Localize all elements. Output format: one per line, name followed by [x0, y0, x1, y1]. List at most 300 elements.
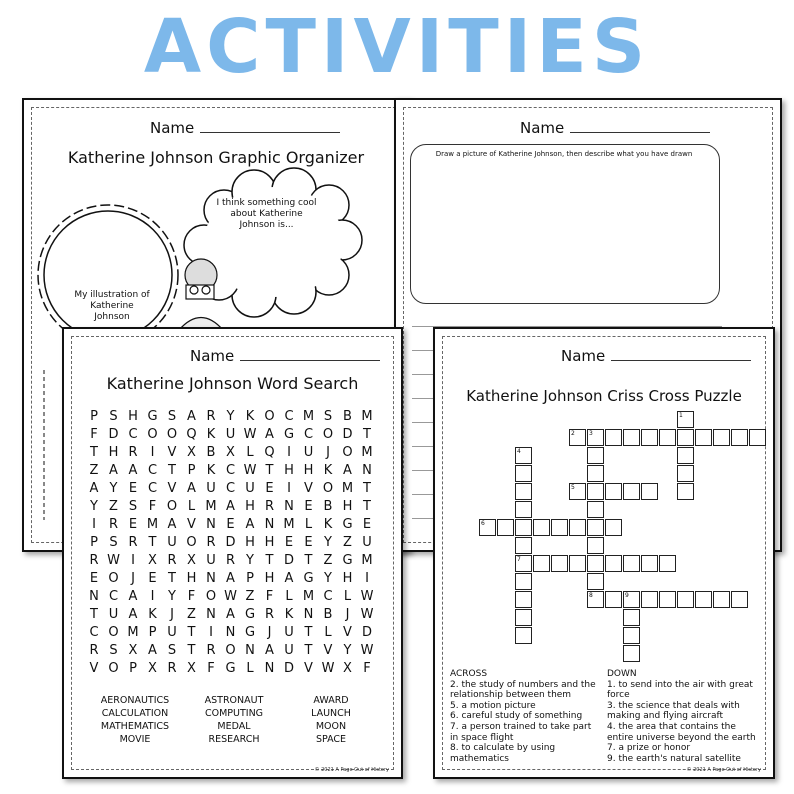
crossword-cell[interactable]	[749, 429, 766, 446]
grid-letter[interactable]: I	[150, 445, 155, 460]
crossword-cell[interactable]	[623, 483, 640, 500]
grid-letter[interactable]: A	[89, 481, 99, 496]
crossword-cell[interactable]	[587, 483, 604, 500]
grid-letter[interactable]: A	[128, 589, 138, 604]
grid-letter[interactable]: M	[361, 553, 373, 568]
grid-letter[interactable]: X	[148, 661, 157, 676]
grid-letter[interactable]: G	[244, 625, 256, 640]
crossword-cell[interactable]	[677, 429, 694, 446]
grid-letter[interactable]: M	[205, 499, 217, 514]
grid-letter[interactable]: O	[322, 481, 334, 496]
grid-letter[interactable]: M	[146, 517, 159, 532]
crossword-cell[interactable]	[641, 483, 658, 500]
grid-letter[interactable]: U	[167, 535, 177, 550]
grid-letter[interactable]: O	[108, 571, 119, 586]
grid-letter[interactable]: P	[90, 409, 98, 424]
grid-letter[interactable]: H	[264, 571, 275, 586]
crossword-cell[interactable]	[641, 591, 658, 608]
crossword-cell[interactable]	[731, 591, 748, 608]
crossword-cell[interactable]	[551, 519, 568, 536]
grid-letter[interactable]: N	[362, 463, 372, 478]
grid-letter[interactable]: A	[265, 427, 274, 442]
grid-letter[interactable]: I	[209, 625, 213, 640]
grid-letter[interactable]: U	[206, 553, 216, 568]
grid-letter[interactable]: Y	[343, 643, 352, 658]
crossword-cell[interactable]	[515, 537, 532, 554]
grid-letter[interactable]: K	[323, 517, 333, 532]
grid-letter[interactable]: M	[302, 409, 315, 424]
grid-letter[interactable]: L	[285, 589, 293, 604]
grid-letter[interactable]: D	[225, 535, 236, 550]
grid-letter[interactable]: Z	[89, 463, 99, 478]
grid-letter[interactable]: X	[226, 445, 235, 460]
grid-letter[interactable]: A	[343, 463, 352, 478]
grid-letter[interactable]: Z	[343, 535, 352, 550]
grid-letter[interactable]: E	[89, 571, 99, 586]
grid-letter[interactable]: Y	[226, 409, 235, 424]
grid-letter[interactable]: W	[360, 643, 374, 658]
grid-letter[interactable]: O	[166, 427, 178, 442]
grid-letter[interactable]: G	[342, 553, 353, 568]
crossword-cell[interactable]	[515, 573, 532, 590]
grid-letter[interactable]: U	[225, 427, 236, 442]
crossword-cell[interactable]	[587, 555, 604, 572]
grid-letter[interactable]: K	[206, 427, 216, 442]
grid-letter[interactable]: R	[128, 535, 138, 550]
grid-letter[interactable]: D	[108, 427, 119, 442]
grid-letter[interactable]: Y	[246, 553, 254, 568]
grid-letter[interactable]: F	[265, 589, 274, 604]
crossword-cell[interactable]	[641, 429, 658, 446]
grid-letter[interactable]: C	[147, 463, 158, 478]
grid-letter[interactable]: U	[284, 643, 294, 658]
grid-letter[interactable]: X	[343, 661, 352, 676]
grid-letter[interactable]: U	[206, 481, 216, 496]
crossword-cell[interactable]	[515, 591, 532, 608]
grid-letter[interactable]: R	[206, 535, 216, 550]
crossword-cell[interactable]	[497, 519, 514, 536]
crossword-cell[interactable]	[713, 429, 730, 446]
grid-letter[interactable]: X	[187, 553, 196, 568]
grid-letter[interactable]: V	[304, 481, 313, 496]
grid-letter[interactable]: A	[226, 607, 235, 622]
crossword-cell[interactable]	[587, 465, 604, 482]
grid-letter[interactable]: T	[363, 427, 371, 442]
grid-letter[interactable]: E	[128, 517, 138, 532]
grid-letter[interactable]: C	[284, 409, 294, 424]
grid-letter[interactable]: O	[108, 625, 119, 640]
grid-letter[interactable]: U	[303, 445, 314, 460]
grid-letter[interactable]: Z	[109, 499, 118, 514]
grid-letter[interactable]: S	[323, 409, 333, 424]
grid-letter[interactable]: I	[92, 517, 96, 532]
crossword-cell[interactable]	[569, 483, 586, 500]
grid-letter[interactable]: A	[128, 607, 138, 622]
grid-letter[interactable]: R	[206, 409, 216, 424]
grid-letter[interactable]: O	[225, 643, 236, 658]
grid-letter[interactable]: B	[323, 607, 333, 622]
crossword-cell[interactable]	[533, 519, 550, 536]
grid-letter[interactable]: T	[304, 625, 313, 640]
grid-letter[interactable]: P	[90, 535, 98, 550]
grid-letter[interactable]: C	[225, 463, 236, 478]
grid-letter[interactable]: A	[265, 643, 274, 658]
grid-letter[interactable]: V	[343, 625, 352, 640]
word-item: COMPUTING	[204, 708, 264, 719]
grid-letter[interactable]: Y	[168, 589, 176, 604]
crossword-cell[interactable]	[515, 555, 532, 572]
crossword-cell[interactable]	[695, 429, 712, 446]
grid-letter[interactable]: T	[304, 643, 313, 658]
grid-letter[interactable]: F	[363, 661, 371, 676]
grid-letter[interactable]: Y	[90, 499, 98, 514]
grid-letter[interactable]: Z	[187, 607, 196, 622]
grid-letter[interactable]: T	[265, 553, 274, 568]
crossword-cell[interactable]	[515, 609, 532, 626]
down-clues	[607, 669, 762, 764]
grid-letter[interactable]: G	[342, 517, 353, 532]
crossword-cell[interactable]	[677, 447, 694, 464]
grid-letter[interactable]: A	[284, 571, 294, 586]
grid-letter[interactable]: L	[246, 661, 254, 676]
grid-letter[interactable]: R	[264, 607, 275, 622]
grid-letter[interactable]: G	[303, 571, 314, 586]
grid-letter[interactable]: K	[323, 463, 333, 478]
crossword-cell[interactable]	[641, 555, 658, 572]
grid-letter[interactable]: U	[108, 607, 119, 622]
crossword-cell[interactable]	[605, 429, 622, 446]
grid-letter[interactable]: R	[108, 517, 119, 532]
grid-letter[interactable]: N	[284, 499, 294, 514]
grid-letter[interactable]: P	[187, 463, 196, 478]
grid-letter[interactable]: G	[283, 427, 295, 442]
crossword-cell[interactable]	[677, 465, 694, 482]
grid-letter[interactable]: T	[90, 607, 98, 622]
grid-letter[interactable]: I	[287, 481, 291, 496]
grid-letter[interactable]: G	[147, 409, 158, 424]
grid-letter[interactable]: J	[345, 607, 350, 622]
grid-letter[interactable]: V	[187, 517, 196, 532]
grid-letter[interactable]: M	[361, 409, 373, 424]
grid-letter[interactable]: S	[109, 643, 118, 658]
grid-letter[interactable]: O	[322, 427, 334, 442]
crossword-cell[interactable]	[659, 429, 676, 446]
grid-letter[interactable]: H	[108, 445, 119, 460]
grid-letter[interactable]: A	[109, 463, 118, 478]
grid-letter[interactable]: U	[245, 481, 255, 496]
grid-letter[interactable]: F	[207, 661, 215, 676]
grid-letter[interactable]: A	[187, 481, 196, 496]
clue-item: 1. to send into the air with great force	[607, 679, 753, 701]
grid-letter[interactable]: Q	[264, 445, 275, 460]
crossword-cell[interactable]	[731, 429, 748, 446]
grid-letter[interactable]: N	[206, 571, 216, 586]
grid-letter[interactable]: O	[205, 589, 217, 604]
grid-letter[interactable]: D	[361, 625, 372, 640]
grid-letter[interactable]: L	[187, 499, 196, 514]
grid-letter[interactable]: I	[150, 589, 155, 604]
grid-letter[interactable]: M	[127, 625, 139, 640]
grid-letter[interactable]: K	[284, 607, 294, 622]
grid-letter[interactable]: X	[187, 661, 196, 676]
crossword-cell[interactable]	[659, 591, 676, 608]
grid-letter[interactable]: H	[284, 463, 294, 478]
grid-letter[interactable]: T	[148, 535, 157, 550]
grid-letter[interactable]: X	[128, 643, 138, 658]
crossword-cell[interactable]	[677, 483, 694, 500]
grid-letter[interactable]: T	[168, 463, 176, 478]
crossword-cell[interactable]	[605, 483, 622, 500]
grid-letter[interactable]: O	[186, 535, 197, 550]
grid-letter[interactable]: N	[264, 661, 275, 676]
grid-letter[interactable]: N	[89, 589, 99, 604]
crossword-cell[interactable]	[533, 555, 550, 572]
crossword-cell[interactable]	[515, 519, 532, 536]
grid-letter[interactable]: R	[167, 661, 177, 676]
crossword-cell[interactable]	[623, 429, 640, 446]
grid-letter[interactable]: P	[246, 571, 254, 586]
crossword-cell[interactable]	[515, 447, 532, 464]
grid-letter[interactable]: N	[245, 643, 255, 658]
crossword-cell[interactable]	[605, 591, 622, 608]
grid-letter[interactable]: Y	[109, 481, 118, 496]
grid-letter[interactable]: K	[148, 607, 157, 622]
grid-letter[interactable]: U	[362, 535, 372, 550]
crossword-cell[interactable]	[569, 429, 586, 446]
grid-letter[interactable]: E	[284, 535, 294, 550]
grid-letter[interactable]: U	[167, 625, 177, 640]
grid-letter[interactable]: D	[283, 661, 294, 676]
grid-letter[interactable]: C	[303, 427, 314, 442]
crossword-cell[interactable]	[587, 537, 604, 554]
crossword-cell[interactable]	[515, 465, 532, 482]
crossword-cell[interactable]	[605, 555, 622, 572]
grid-letter[interactable]: W	[360, 589, 374, 604]
grid-letter[interactable]: T	[363, 481, 371, 496]
grid-letter[interactable]: W	[321, 661, 335, 676]
grid-letter[interactable]: P	[148, 625, 157, 640]
grid-letter[interactable]: L	[343, 589, 352, 604]
grid-letter[interactable]: R	[89, 553, 99, 568]
grid-letter[interactable]: V	[167, 481, 177, 496]
grid-letter[interactable]: H	[186, 571, 197, 586]
grid-letter[interactable]: E	[128, 481, 138, 496]
grid-letter[interactable]: U	[284, 625, 294, 640]
grid-letter[interactable]: J	[267, 625, 272, 640]
grid-letter[interactable]: K	[245, 409, 255, 424]
grid-letter[interactable]: H	[128, 409, 138, 424]
grid-letter[interactable]: J	[131, 571, 135, 586]
grid-letter[interactable]: W	[107, 553, 120, 568]
cell-number: 4	[517, 448, 521, 455]
crossword-cell[interactable]	[515, 483, 532, 500]
grid-letter[interactable]: F	[148, 499, 157, 514]
grid-letter[interactable]: Y	[324, 535, 332, 550]
grid-letter[interactable]: M	[302, 589, 315, 604]
grid-letter[interactable]: A	[226, 499, 235, 514]
grid-letter[interactable]: W	[243, 427, 257, 442]
crossword-cell[interactable]	[623, 555, 640, 572]
grid-letter[interactable]: L	[304, 517, 313, 532]
grid-letter[interactable]: V	[304, 661, 313, 676]
crossword-cell[interactable]	[587, 501, 604, 518]
grid-letter[interactable]: T	[304, 553, 313, 568]
grid-letter[interactable]: L	[324, 625, 332, 640]
grid-letter[interactable]: H	[303, 463, 314, 478]
grid-letter[interactable]: C	[147, 481, 158, 496]
crossword-cell[interactable]	[623, 645, 640, 662]
clue-item: 2. the study of numbers and the relationship between them	[450, 679, 596, 701]
crossword-cell[interactable]	[587, 429, 604, 446]
grid-letter[interactable]: Y	[324, 571, 332, 586]
crossword-cell[interactable]	[569, 555, 586, 572]
grid-letter[interactable]: P	[129, 661, 137, 676]
grid-letter[interactable]: W	[243, 463, 257, 478]
grid-letter[interactable]: Z	[245, 589, 255, 604]
crossword-cell[interactable]	[677, 591, 694, 608]
cell-number: 2	[571, 430, 575, 437]
crossword-cell[interactable]	[515, 501, 532, 518]
grid-letter[interactable]: A	[128, 463, 138, 478]
grid-letter[interactable]: H	[245, 499, 255, 514]
grid-letter[interactable]: B	[343, 409, 352, 424]
grid-letter[interactable]: Z	[323, 553, 333, 568]
grid-letter[interactable]: V	[323, 643, 333, 658]
grid-letter[interactable]: S	[128, 499, 138, 514]
grid-letter[interactable]: O	[108, 661, 119, 676]
grid-letter[interactable]: A	[148, 643, 157, 658]
crossword-cell[interactable]	[587, 447, 604, 464]
grid-letter[interactable]: Q	[186, 427, 197, 442]
crossword-cell[interactable]	[587, 519, 604, 536]
grid-letter[interactable]: N	[303, 607, 314, 622]
grid-letter[interactable]: M	[341, 481, 354, 496]
grid-letter[interactable]: C	[323, 589, 333, 604]
grid-letter[interactable]: T	[187, 643, 196, 658]
grid-letter[interactable]: N	[206, 517, 216, 532]
grid-letter[interactable]: A	[226, 571, 235, 586]
grid-letter[interactable]: A	[167, 517, 177, 532]
grid-letter[interactable]: T	[90, 445, 98, 460]
crossword-cell[interactable]	[623, 627, 640, 644]
grid-letter[interactable]: R	[167, 553, 177, 568]
grid-letter[interactable]: T	[187, 625, 196, 640]
grid-letter[interactable]: G	[225, 661, 236, 676]
grid-letter[interactable]: S	[167, 409, 177, 424]
grid-letter[interactable]: F	[90, 427, 98, 442]
grid-letter[interactable]: N	[206, 607, 216, 622]
crossword-cell[interactable]	[569, 519, 586, 536]
crossword-cell[interactable]	[551, 555, 568, 572]
grid-letter[interactable]: H	[342, 571, 353, 586]
grid-letter[interactable]: N	[264, 517, 275, 532]
grid-letter[interactable]: B	[206, 445, 216, 460]
drawing-box[interactable]	[410, 144, 720, 304]
grid-letter[interactable]: C	[108, 589, 119, 604]
grid-letter[interactable]: K	[206, 463, 216, 478]
grid-letter[interactable]: F	[187, 589, 196, 604]
grid-letter[interactable]: G	[244, 607, 256, 622]
crossword-cell[interactable]	[677, 411, 694, 428]
grid-letter[interactable]: H	[342, 499, 353, 514]
grid-letter[interactable]: A	[187, 409, 196, 424]
crossword-cell[interactable]	[479, 519, 496, 536]
grid-letter[interactable]: E	[148, 571, 157, 586]
crossword-cell[interactable]	[587, 591, 604, 608]
grid-letter[interactable]: R	[264, 499, 275, 514]
crossword-grid[interactable]	[435, 329, 773, 669]
grid-letter[interactable]: W	[360, 607, 374, 622]
grid-letter[interactable]: S	[109, 535, 118, 550]
grid-letter[interactable]: X	[148, 553, 157, 568]
grid-letter[interactable]: E	[226, 517, 235, 532]
grid-letter[interactable]: O	[342, 445, 353, 460]
grid-letter[interactable]: R	[225, 553, 236, 568]
grid-letter[interactable]: C	[225, 481, 236, 496]
grid-letter[interactable]: T	[265, 463, 274, 478]
grid-letter[interactable]: H	[264, 535, 275, 550]
grid-letter[interactable]: X	[187, 445, 196, 460]
grid-letter[interactable]: J	[170, 607, 174, 622]
grid-letter[interactable]: D	[283, 553, 294, 568]
grid-letter[interactable]: C	[128, 427, 138, 442]
grid-letter[interactable]: I	[287, 445, 291, 460]
grid-letter[interactable]: H	[245, 535, 255, 550]
grid-letter[interactable]: R	[128, 445, 138, 460]
grid-letter[interactable]: L	[246, 445, 254, 460]
grid-letter[interactable]: M	[283, 517, 295, 532]
grid-letter[interactable]: N	[225, 625, 236, 640]
grid-letter[interactable]: B	[323, 499, 333, 514]
grid-letter[interactable]: T	[168, 571, 176, 586]
grid-letter[interactable]: S	[109, 409, 118, 424]
crossword-cell[interactable]	[587, 573, 604, 590]
crossword-cell[interactable]	[623, 609, 640, 626]
crossword-cell[interactable]	[515, 627, 532, 644]
grid-letter[interactable]: W	[224, 589, 237, 604]
grid-letter[interactable]: E	[304, 499, 313, 514]
grid-letter[interactable]: T	[363, 499, 371, 514]
cell-number: 5	[571, 484, 575, 491]
crossword-cell[interactable]	[623, 591, 640, 608]
grid-letter[interactable]: I	[131, 553, 135, 568]
grid-letter[interactable]: C	[89, 625, 99, 640]
grid-letter[interactable]: I	[365, 571, 369, 586]
grid-letter[interactable]: R	[206, 643, 216, 658]
grid-letter[interactable]: M	[361, 445, 373, 460]
crossword-cell[interactable]	[605, 519, 622, 536]
grid-letter[interactable]: V	[167, 445, 177, 460]
grid-letter[interactable]: O	[264, 409, 275, 424]
crossword-cell[interactable]	[659, 555, 676, 572]
sheet-title: Katherine Johnson Word Search	[106, 374, 359, 393]
grid-letter[interactable]: S	[167, 643, 177, 658]
grid-letter[interactable]: E	[362, 517, 372, 532]
grid-letter[interactable]: E	[265, 481, 274, 496]
clue-item: 5. a motion picture	[450, 700, 536, 711]
grid-letter[interactable]: D	[342, 427, 353, 442]
crossword-cell[interactable]	[695, 591, 712, 608]
grid-letter[interactable]: E	[304, 535, 313, 550]
grid-letter[interactable]: O	[166, 499, 178, 514]
crossword-cell[interactable]	[713, 591, 730, 608]
grid-letter[interactable]: J	[326, 445, 330, 460]
grid-letter[interactable]: V	[89, 661, 99, 676]
grid-letter[interactable]: A	[245, 517, 255, 532]
grid-letter[interactable]: O	[147, 427, 158, 442]
grid-letter[interactable]: R	[89, 643, 99, 658]
word-item: CALCULATION	[101, 708, 169, 719]
